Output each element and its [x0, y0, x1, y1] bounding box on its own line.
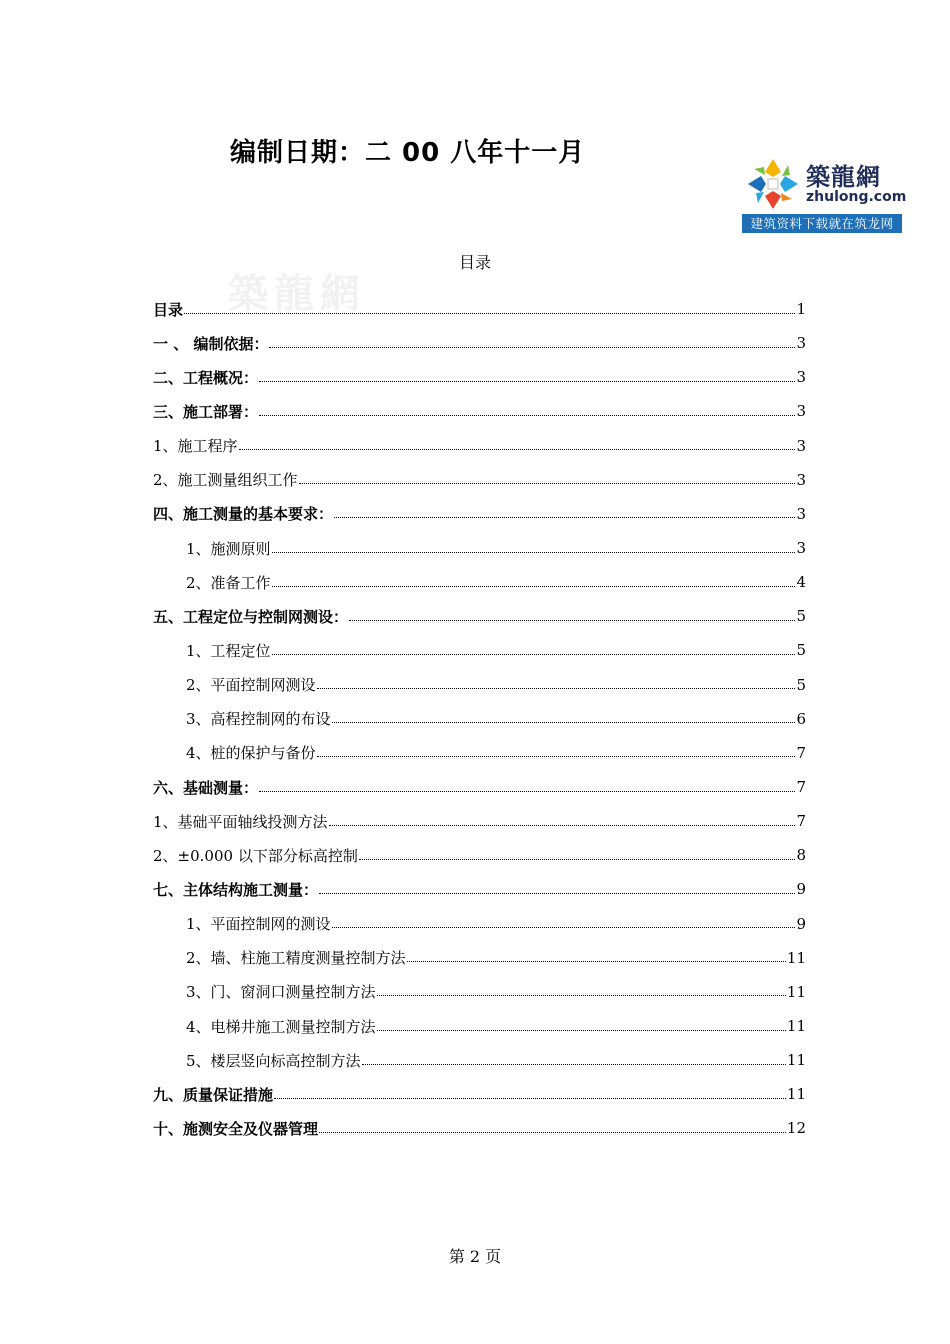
toc-entry[interactable]: [153, 531, 806, 565]
toc-entry[interactable]: [153, 599, 806, 633]
toc-entry[interactable]: [153, 872, 806, 906]
toc-page-number: 3: [796, 504, 806, 523]
toc-entry-text: 五、工程定位与控制网测设：: [153, 607, 349, 626]
toc-entry[interactable]: [153, 360, 806, 394]
toc-entry-text: 5、楼层竖向标高控制方法: [186, 1051, 361, 1070]
toc-leader-dots: [317, 688, 796, 689]
toc-page-number: 11: [786, 1017, 806, 1036]
toc-leader-dots: [377, 1030, 786, 1031]
toc-leader-dots: [349, 620, 795, 621]
toc-leader-dots: [299, 483, 796, 484]
toc-leader-dots: [377, 995, 786, 996]
toc-page-number: 3: [796, 470, 806, 489]
toc-entry-text: 2、±0.000 以下部分标高控制: [153, 846, 358, 865]
toc-entry[interactable]: [153, 463, 806, 497]
watermark: 築龍網: [228, 270, 366, 317]
toc-leader-dots: [259, 381, 795, 382]
toc-leader-dots: [334, 517, 795, 518]
toc-entry[interactable]: [153, 941, 806, 975]
toc-page-number: 7: [796, 743, 806, 762]
toc-leader-dots: [359, 859, 796, 860]
page-footer: 第 2 页: [448, 1247, 502, 1266]
logo-domain: zhulong.com: [806, 189, 907, 205]
toc-page-number: 3: [796, 334, 806, 353]
toc-entry-text: 十、施测安全及仪器管理: [153, 1119, 319, 1138]
toc-entry-text: 3、门、窗洞口测量控制方法: [186, 983, 376, 1002]
toc-entry-text: 2、施工测量组织工作: [153, 471, 298, 490]
toc-entry-text: 一 、 编制依据：: [153, 334, 269, 353]
toc-leader-dots: [259, 415, 795, 416]
toc-page-number: 5: [796, 641, 806, 660]
toc-leader-dots: [259, 791, 795, 792]
toc-entry-text: 六、基础测量：: [153, 778, 259, 797]
toc-title: 目录: [458, 253, 491, 272]
toc-entry[interactable]: [153, 1077, 806, 1111]
toc-entry[interactable]: [153, 770, 806, 804]
toc-page-number: 11: [786, 1051, 806, 1070]
pinwheel-logo-icon: [746, 157, 800, 211]
toc-page-number: 8: [796, 846, 806, 865]
toc-entry-text: 3、高程控制网的布设: [186, 710, 331, 729]
toc-entry-text: 1、基础平面轴线投测方法: [153, 812, 328, 831]
toc-entry[interactable]: [153, 702, 806, 736]
toc-leader-dots: [184, 313, 795, 314]
toc-page-number: 9: [796, 914, 806, 933]
toc-page-number: 7: [796, 812, 806, 831]
toc-entry[interactable]: [153, 429, 806, 463]
toc-entry[interactable]: [153, 1111, 806, 1145]
date-line: 编制日期：二 00 八年十一月: [230, 138, 586, 168]
toc-leader-dots: [317, 756, 796, 757]
toc-entry[interactable]: [153, 838, 806, 872]
toc-leader-dots: [272, 586, 796, 587]
toc-entry[interactable]: [153, 565, 806, 599]
toc-entry-text: 2、准备工作: [186, 573, 271, 592]
toc-entry[interactable]: [153, 907, 806, 941]
logo-tagline: 建筑资料下载就在筑龙网: [742, 214, 902, 233]
toc-entry[interactable]: [153, 1009, 806, 1043]
toc-page-number: 11: [786, 948, 806, 967]
toc-page-number: 11: [786, 1085, 806, 1104]
toc-leader-dots: [269, 347, 795, 348]
toc-entry[interactable]: [153, 394, 806, 428]
toc-page-number: 7: [796, 778, 806, 797]
toc-entry-text: 4、桩的保护与备份: [186, 744, 316, 763]
toc-leader-dots: [274, 1098, 786, 1099]
toc-entry[interactable]: [153, 736, 806, 770]
toc-page-number: 12: [786, 1119, 806, 1138]
toc-entry-text: 四、施工测量的基本要求：: [153, 505, 334, 524]
toc-leader-dots: [407, 961, 786, 962]
toc-leader-dots: [319, 1132, 786, 1133]
toc-entry-text: 目录: [153, 300, 184, 319]
toc-page-number: 3: [796, 436, 806, 455]
toc-page-number: 4: [796, 573, 806, 592]
toc-entry[interactable]: [153, 668, 806, 702]
table-of-contents: [153, 292, 806, 1146]
logo-name: 築龍網: [806, 162, 881, 191]
toc-entry-text: 1、施工程序: [153, 437, 238, 456]
toc-entry-text: 2、墙、柱施工精度测量控制方法: [186, 949, 406, 968]
toc-page-number: 5: [796, 607, 806, 626]
toc-page-number: 3: [796, 539, 806, 558]
toc-leader-dots: [272, 654, 796, 655]
toc-entry[interactable]: [153, 292, 806, 326]
toc-entry[interactable]: [153, 633, 806, 667]
toc-leader-dots: [329, 825, 796, 826]
toc-leader-dots: [332, 927, 796, 928]
toc-page-number: 5: [796, 675, 806, 694]
toc-page-number: 3: [796, 402, 806, 421]
toc-leader-dots: [272, 552, 796, 553]
toc-entry-text: 七、主体结构施工测量：: [153, 880, 319, 899]
toc-page-number: 6: [796, 709, 806, 728]
zhulong-logo[interactable]: [742, 153, 907, 233]
toc-entry-text: 二、工程概况：: [153, 368, 259, 387]
toc-entry-text: 2、平面控制网测设: [186, 676, 316, 695]
toc-entry-text: 三、施工部署：: [153, 402, 259, 421]
toc-leader-dots: [362, 1064, 786, 1065]
toc-leader-dots: [319, 893, 795, 894]
toc-leader-dots: [332, 722, 796, 723]
toc-entry[interactable]: [153, 1043, 806, 1077]
toc-entry[interactable]: [153, 497, 806, 531]
toc-leader-dots: [239, 449, 796, 450]
toc-entry[interactable]: [153, 326, 806, 360]
toc-entry-text: 九、质量保证措施: [153, 1085, 274, 1104]
toc-page-number: 3: [796, 368, 806, 387]
toc-entry-text: 1、工程定位: [186, 641, 271, 660]
toc-page-number: 1: [796, 300, 806, 319]
toc-page-number: 11: [786, 982, 806, 1001]
toc-entry-text: 4、电梯井施工测量控制方法: [186, 1017, 376, 1036]
toc-entry[interactable]: [153, 975, 806, 1009]
toc-entry-text: 1、施测原则: [186, 539, 271, 558]
toc-entry[interactable]: [153, 804, 806, 838]
toc-page-number: 9: [796, 880, 806, 899]
toc-entry-text: 1、平面控制网的测设: [186, 915, 331, 934]
